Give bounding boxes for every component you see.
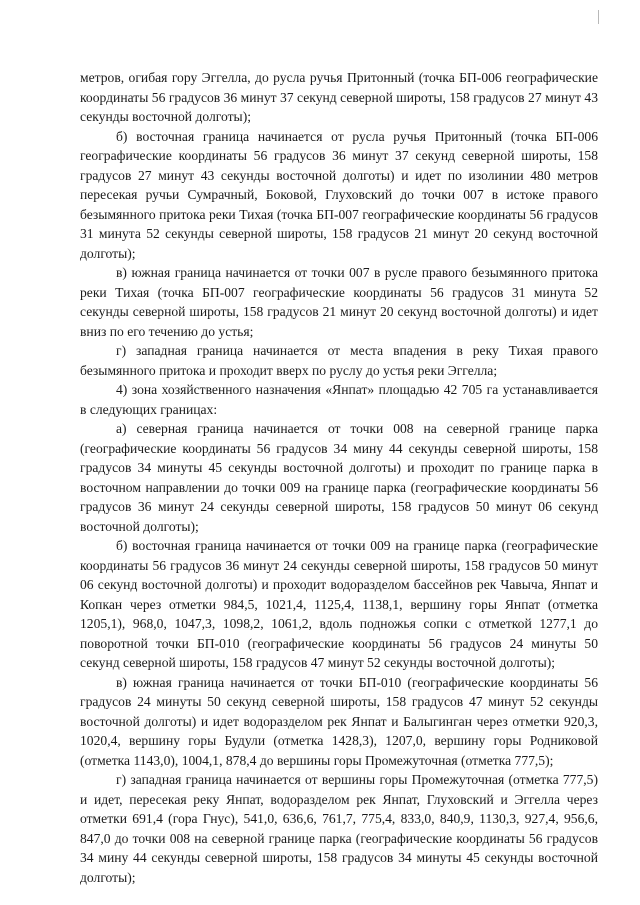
paragraph-zone-yanpat: 4) зона хозяйственного назначения «Янпат» площадью 42 705 га устанавливается в следующих границах:	[80, 382, 598, 417]
paragraph-west-boundary-g-2: г) западная граница начинается от вершины горы Промежуточная (отметка 777,5) и идет, пересекая реку Янпат, водоразделом рек Янпат, Глуховский и Эггелла через отметки 691,4 (гора Гнус), 541,0, 636,6, 761,7, 775,4, 833,0, 840,9, 1130,3, 927,4, 956,6, 847,0 до точки 008 на северной границе парка (географические координаты 56 градусов 34 мину 44 секунды северной широты, 158 градусов 34 минуты 45 секунды восточной долготы);	[80, 772, 598, 885]
paragraph-continuation: метров, огибая гору Эггелла, до русла ручья Притонный (точка БП-006 географические координаты 56 градусов 36 минут 37 секунд северной широты, 158 градусов 27 минут 43 секунды восточной долготы);	[80, 70, 598, 124]
paragraph-east-boundary-b-2: б) восточная граница начинается от точки 009 на границе парка (географические координаты 56 градусов 36 минут 24 секунды северной широты, 158 градусов 50 минут 06 секунд восточной долготы) и проходит водоразделом бассейнов рек Чавыча, Янпат и Копкан через отметки 984,5, 1021,4, 1125,4, 1138,1, вершину горы Янпат (отметка 1205,1), 968,0, 1047,3, 1098,2, 1061,2, вдоль подножья сопки с отметкой 1277,1 до поворотной точки БП-010 (географические координаты 56 градусов 24 минуты 50 секунд северной широты, 158 градусов 47 минут 52 секунды восточной долготы);	[80, 538, 598, 670]
scan-mark	[598, 10, 599, 24]
paragraph-east-boundary-b: б) восточная граница начинается от русла ручья Притонный (точка БП-006 географические координаты 56 градусов 36 минут 37 секунд северной широты, 158 градусов 27 минут 43 секунды восточной долготы) и идет по изолинии 480 метров пересекая ручьи Сумрачный, Боковой, Глуховский до точки 007 в истоке правого безымянного притока реки Тихая (точка БП-007 географические координаты 56 градусов 31 минута 52 секунды северной широты, 158 градусов 21 минут 20 секунд восточной долготы);	[80, 128, 598, 261]
document-body	[80, 68, 598, 887]
paragraph-west-boundary-g: г) западная граница начинается от места впадения в реку Тихая правого безымянного притока и проходит вверх по руслу до устья реки Эггелла;	[80, 343, 598, 378]
paragraph-south-boundary-v-2: в) южная граница начинается от точки БП-010 (географические координаты 56 градусов 24 минуты 50 секунд северной широты, 158 градусов 47 минут 52 секунды восточной долготы) и идет водоразделом рек Янпат и Балыгинган через отметки 920,3, 1020,4, вершину горы Будули (отметка 1428,3), 1207,0, вершину горы Родниковой (отметка 1143,0), 1004,1, 878,4 до вершины горы Промежуточная (отметка 777,5);	[80, 674, 598, 768]
paragraph-north-boundary-a: а) северная граница начинается от точки 008 на северной границе парка (географические координаты 56 градусов 34 мину 44 секунды северной широты, 158 градусов 34 минуты 45 секунды восточной долготы) и проходит по границе парка в восточном направлении до точки 009 на границе парка (географические координаты 56 градусов 36 минут 24 секунды северной широты, 158 градусов 50 минут 06 секунд восточной долготы);	[80, 421, 598, 534]
paragraph-south-boundary-v: в) южная граница начинается от точки 007 в русле правого безымянного притока реки Тихая (точка БП-007 географические координаты 56 градусов 31 минута 52 секунды северной широты, 158 градусов 21 минут 20 секунд восточной долготы) и идет вниз по его течению до устья;	[80, 265, 598, 339]
